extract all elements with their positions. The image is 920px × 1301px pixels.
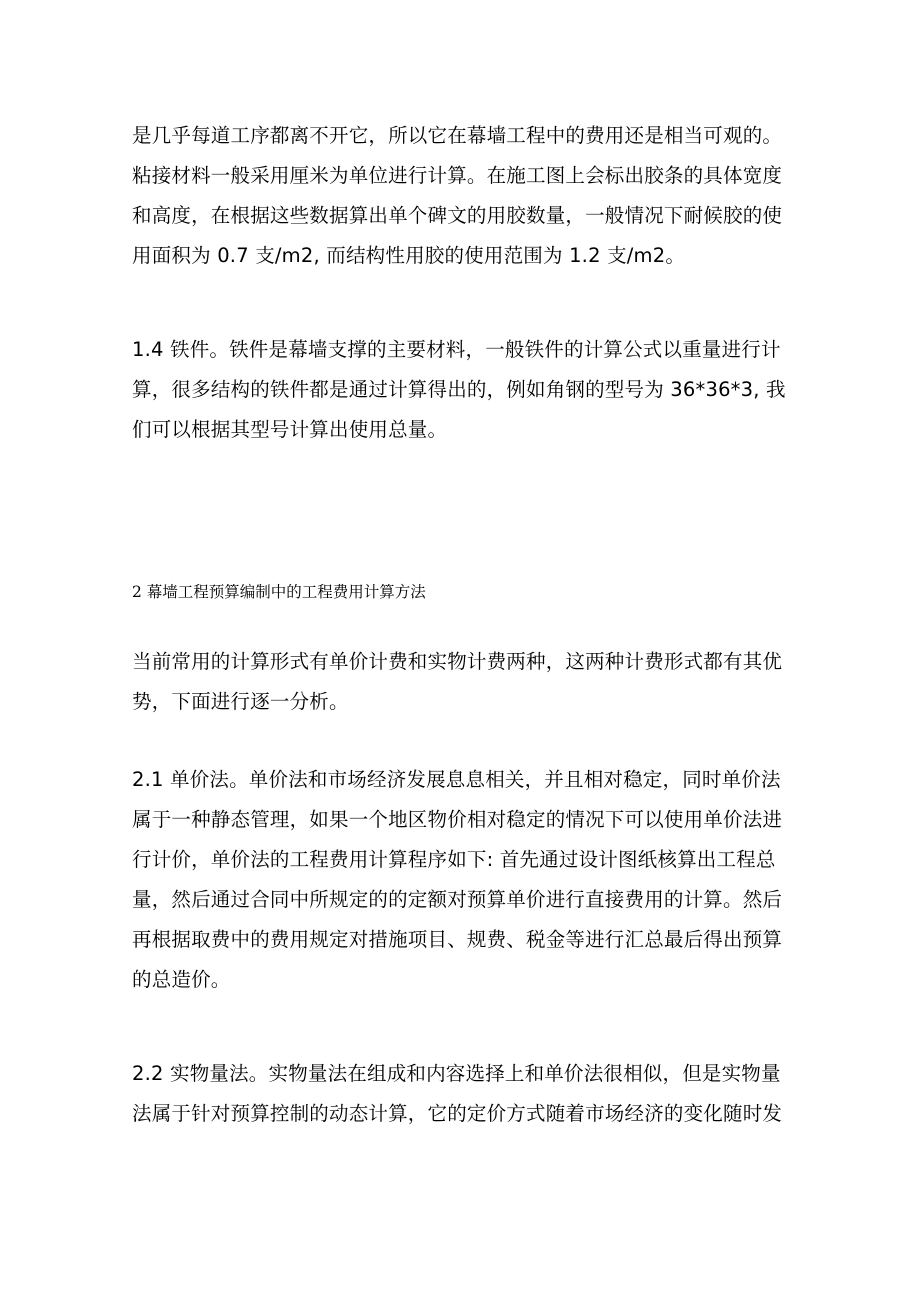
text-line: 当前常用的计算形式有单价计费和实物计费两种，这两种计费形式都有其优 (132, 650, 783, 673)
text-line: 2.1 单价法。单价法和市场经济发展息息相关，并且相对稳定，同时单价法 (132, 768, 781, 791)
text-line: 和高度，在根据这些数据算出单个碑文的用胶数量，一般情况下耐候胶的使 (132, 204, 783, 227)
text-line: 法属于针对预算控制的动态计算，它的定价方式随着市场经济的变化随时发 (132, 1102, 783, 1125)
text-line: 是几乎每道工序都离不开它，所以它在幕墙工程中的费用还是相当可观的。 (132, 124, 783, 147)
paragraph-calculation-forms (132, 642, 797, 722)
text-line: 再根据取费中的费用规定对措施项目、规费、税金等进行汇总最后得出预算 (132, 928, 783, 951)
text-line: 2.2 实物量法。实物量法在组成和内容选择上和单价法很相似，但是实物量 (132, 1062, 781, 1085)
paragraph-iron-parts (132, 330, 797, 450)
text-line: 属于一种静态管理，如果一个地区物价相对稳定的情况下可以使用单价法进 (132, 808, 783, 831)
text-line: 势，下面进行逐一分析。 (132, 690, 349, 713)
text-line: 量，然后通过合同中所规定的的定额对预算单价进行直接费用的计算。然后 (132, 888, 783, 911)
text-line: 用面积为 0.7 支/m2, 而结构性用胶的使用范围为 1.2 支/m2。 (132, 244, 686, 267)
text-line: 们可以根据其型号计算出使用总量。 (132, 418, 448, 441)
text-line: 算，很多结构的铁件都是通过计算得出的，例如角钢的型号为 36*36*3, 我 (132, 378, 786, 401)
paragraph-physical-quantity-method (132, 1054, 797, 1134)
text-line: 行计价，单价法的工程费用计算程序如下: 首先通过设计图纸核算出工程总 (132, 848, 776, 871)
paragraph-unit-price-method (132, 760, 797, 1000)
section-heading: 2 幕墙工程预算编制中的工程费用计算方法 (132, 583, 426, 601)
text-line: 1.4 铁件。铁件是幕墙支撑的主要材料，一般铁件的计算公式以重量进行计 (132, 338, 781, 361)
text-line: 粘接材料一般采用厘米为单位进行计算。在施工图上会标出胶条的具体宽度 (132, 164, 783, 187)
paragraph-adhesive-materials (132, 116, 797, 276)
text-line: 的总造价。 (132, 968, 231, 991)
